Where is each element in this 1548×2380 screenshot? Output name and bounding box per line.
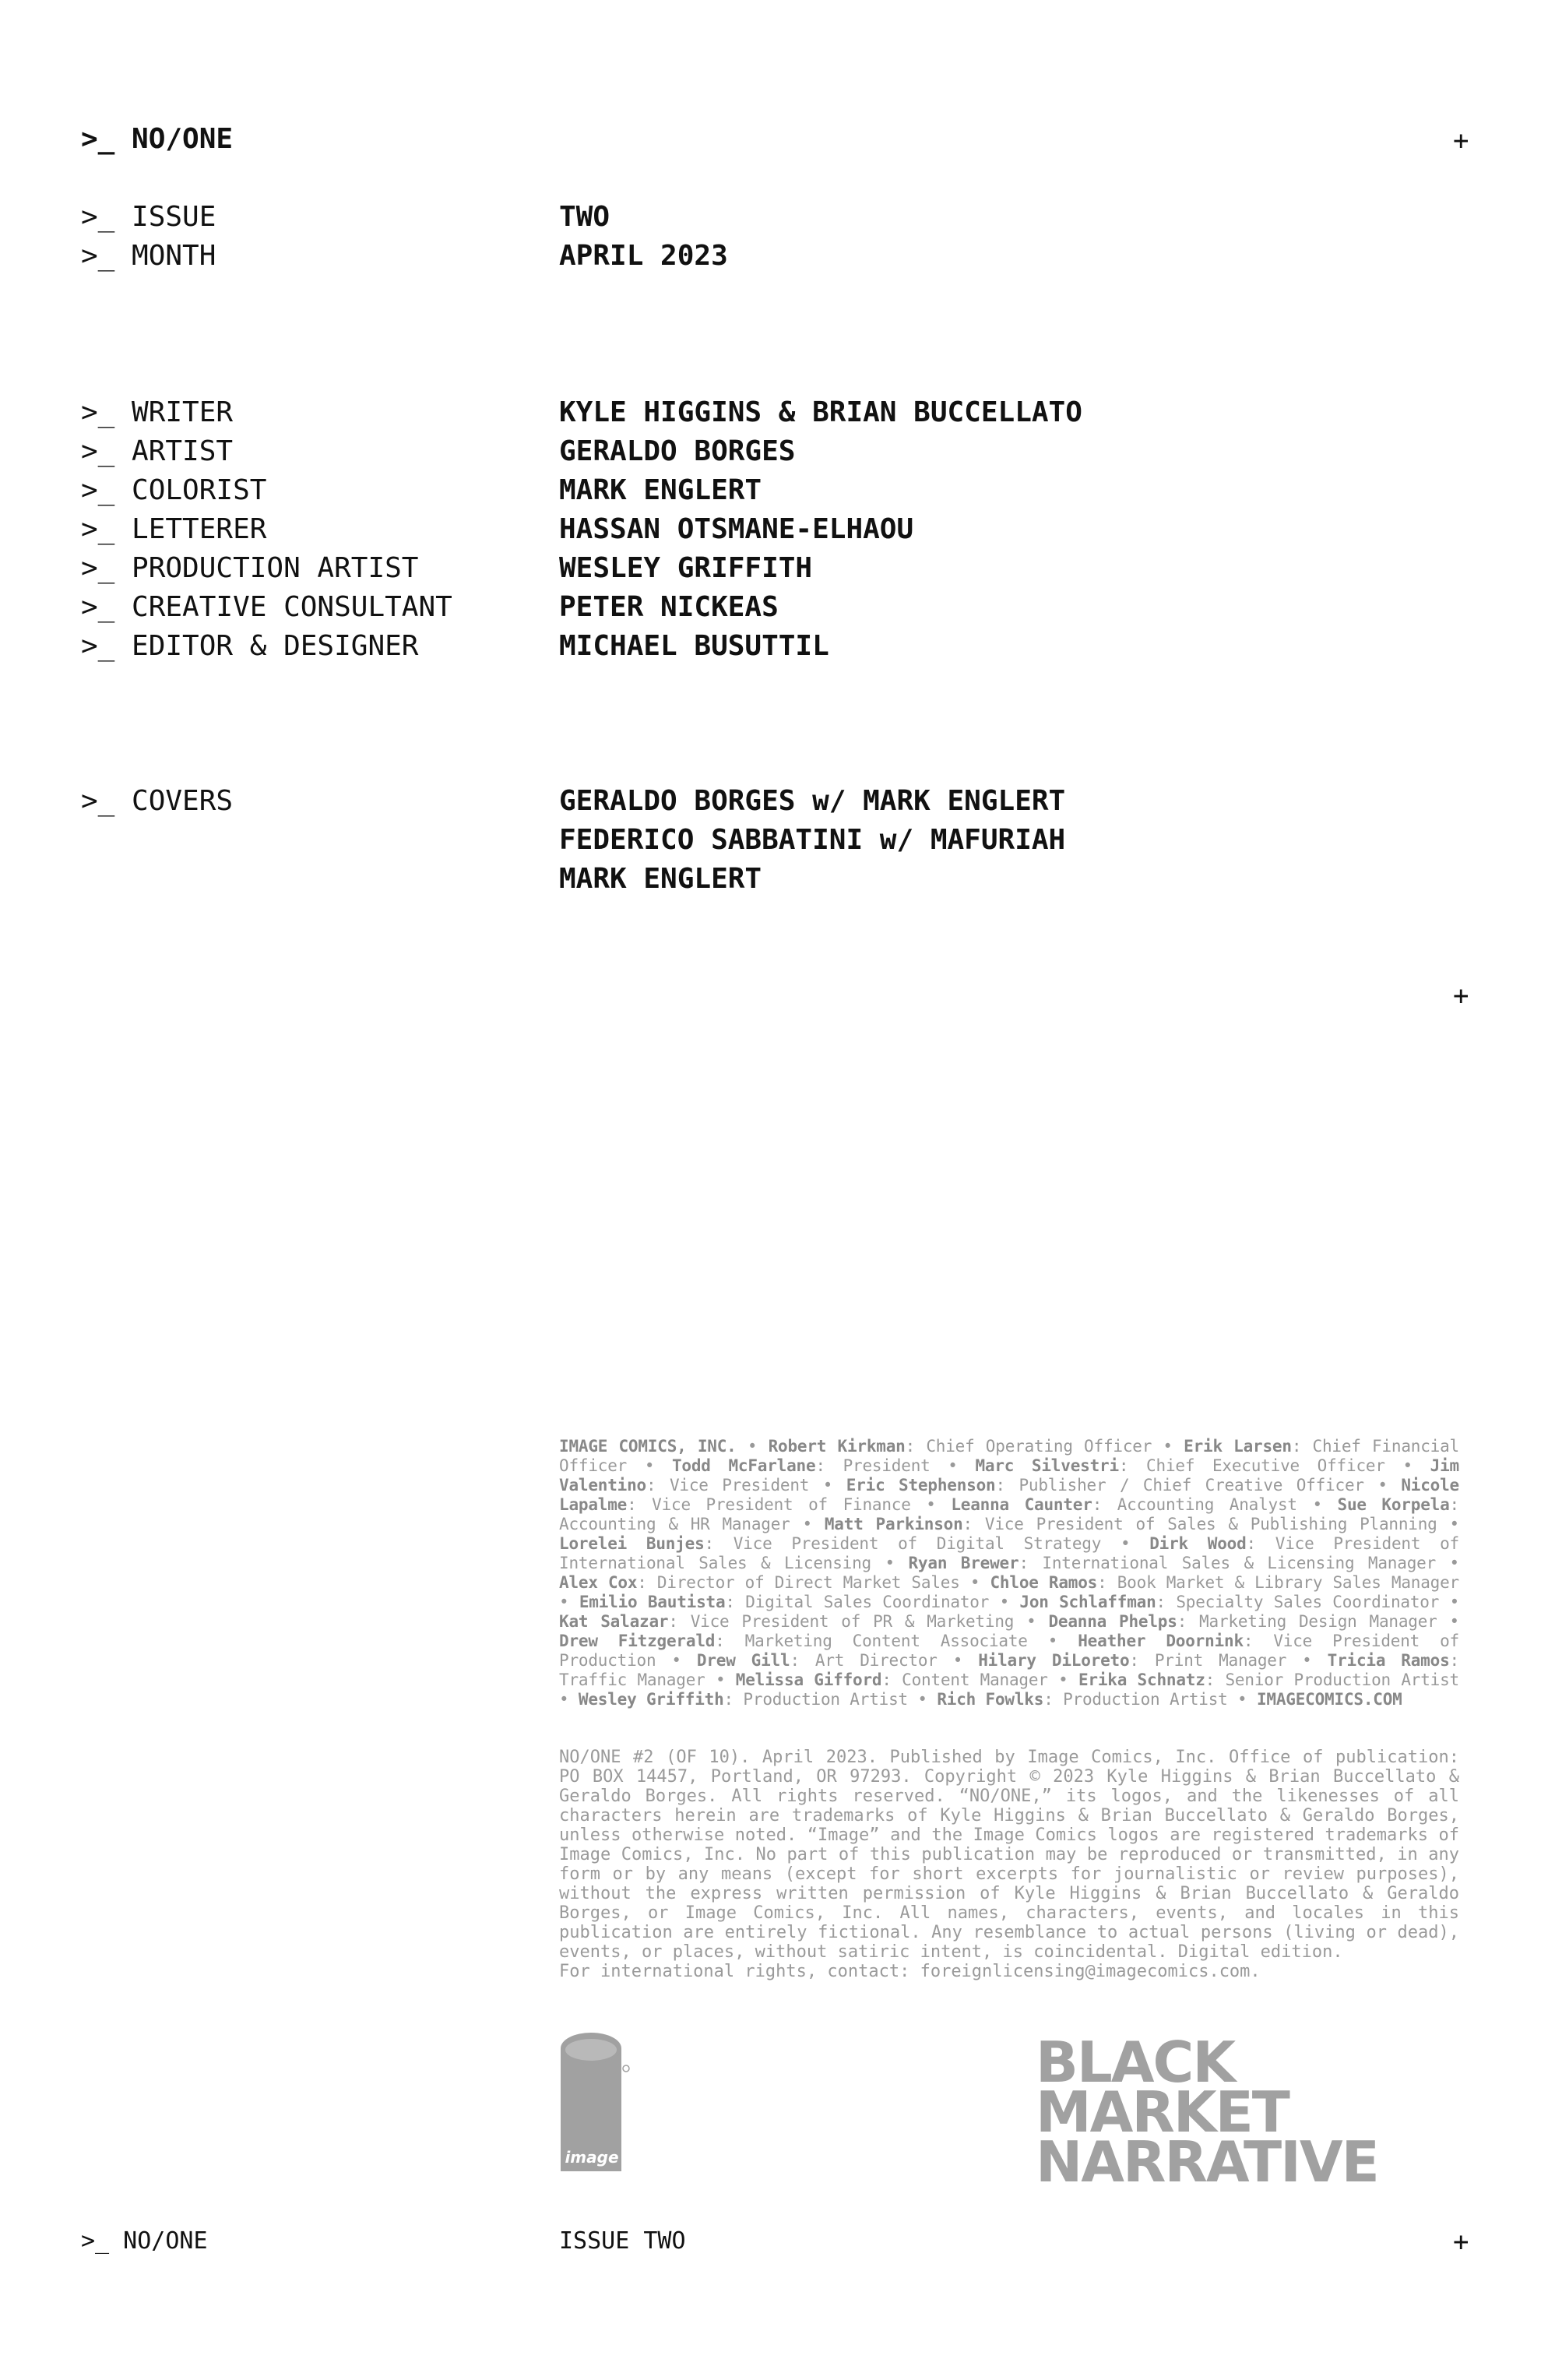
staff-name: Eric Stephenson bbox=[846, 1476, 996, 1495]
bullet-separator: • bbox=[937, 1651, 979, 1670]
staff-name: Drew Gill bbox=[696, 1651, 790, 1670]
staff-name: Robert Kirkman bbox=[768, 1437, 906, 1456]
bullet-separator: • bbox=[1436, 1554, 1459, 1572]
staff-name: Ryan Brewer bbox=[908, 1554, 1019, 1572]
bullet-separator: • bbox=[959, 1573, 990, 1592]
bullet-separator: • bbox=[1227, 1690, 1257, 1709]
staff-name: IMAGECOMICS.COM bbox=[1256, 1690, 1402, 1709]
staff-name: Lorelei Bunjes bbox=[559, 1534, 705, 1553]
staff-name: Deanna Phelps bbox=[1048, 1612, 1177, 1631]
legal-contact: For international rights, contact: foreignlicensing@imagecomics.com. bbox=[559, 1962, 1261, 1981]
black-market-narrative-logo bbox=[1036, 2030, 1378, 2195]
credit-label: >_ LETTERER bbox=[81, 513, 267, 545]
bullet-separator: • bbox=[1014, 1612, 1049, 1631]
staff-name: Jim Valentino bbox=[559, 1456, 1459, 1495]
bullet-separator: • bbox=[1437, 1612, 1459, 1631]
staff-name: Todd McFarlane bbox=[671, 1456, 816, 1475]
bullet-separator: • bbox=[809, 1476, 846, 1495]
staff-role: : Chief Financial Officer bbox=[559, 1437, 1459, 1475]
cover-credit: FEDERICO SABBATINI w/ MAFURIAH bbox=[559, 824, 1066, 856]
month-label: >_ MONTH bbox=[81, 240, 216, 272]
staff-role: : Vice President of Sales & Publishing Planning bbox=[962, 1515, 1437, 1533]
corner-plus-mid: + bbox=[1453, 981, 1469, 1012]
bullet-separator: • bbox=[1363, 1476, 1402, 1495]
staff-name: Dirk Wood bbox=[1149, 1534, 1247, 1553]
staff-role: : Specialty Sales Coordinator bbox=[1156, 1593, 1440, 1611]
staff-role: : Chief Executive Officer bbox=[1118, 1456, 1385, 1475]
staff-role: : Print Manager bbox=[1129, 1651, 1287, 1670]
staff-role: : Accounting Analyst bbox=[1092, 1495, 1297, 1514]
image-logo-text: image bbox=[565, 2148, 619, 2167]
staff-name: Heather Doornink bbox=[1078, 1632, 1244, 1650]
credit-value: HASSAN OTSMANE-ELHAOU bbox=[559, 513, 914, 545]
credit-label: >_ PRODUCTION ARTIST bbox=[81, 552, 419, 584]
bullet-separator: • bbox=[1101, 1534, 1150, 1553]
staff-name: Kat Salazar bbox=[559, 1612, 669, 1631]
staff-name: Alex Cox bbox=[559, 1573, 638, 1592]
staff-name: Leanna Caunter bbox=[951, 1495, 1092, 1514]
credits-values bbox=[559, 393, 1082, 666]
bullet-separator: • bbox=[1439, 1593, 1460, 1611]
bmn-line: BLACK bbox=[1036, 2030, 1235, 2095]
page-title: >_ NO/ONE bbox=[81, 123, 234, 155]
staff-role: : Vice President of PR & Marketing bbox=[668, 1612, 1015, 1631]
staff-role: : Production Artist bbox=[1043, 1690, 1228, 1709]
staff-role: : President bbox=[815, 1456, 931, 1475]
credit-value: GERALDO BORGES bbox=[559, 435, 796, 467]
credit-label: >_ COLORIST bbox=[81, 474, 267, 506]
bullet-separator: • bbox=[559, 1690, 579, 1709]
bullet-separator: • bbox=[736, 1437, 769, 1456]
staff-role: : Vice President of Production bbox=[559, 1632, 1459, 1670]
staff-name: Erika Schnatz bbox=[1078, 1671, 1205, 1689]
staff-name: Chloe Ramos bbox=[990, 1573, 1098, 1592]
bullet-separator: • bbox=[910, 1495, 952, 1514]
staff-name: Marc Silvestri bbox=[975, 1456, 1119, 1475]
staff-role: : Production Artist bbox=[723, 1690, 908, 1709]
footer-issue: ISSUE TWO bbox=[559, 2227, 686, 2255]
staff-name: Melissa Gifford bbox=[735, 1671, 882, 1689]
month-value: APRIL 2023 bbox=[559, 240, 728, 272]
bullet-separator: • bbox=[790, 1515, 825, 1533]
staff-name: Tricia Ramos bbox=[1327, 1651, 1450, 1670]
corner-plus-top: + bbox=[1453, 125, 1469, 157]
issue-info-values bbox=[559, 198, 728, 276]
credit-label: >_ ARTIST bbox=[81, 435, 234, 467]
staff-role: : Art Director bbox=[790, 1651, 938, 1670]
covers-values bbox=[559, 782, 1065, 899]
credit-value: MARK ENGLERT bbox=[559, 474, 762, 506]
staff-role: : Vice President of International Sales & Licensing bbox=[559, 1534, 1459, 1572]
credit-label: >_ EDITOR & DESIGNER bbox=[81, 630, 419, 662]
bullet-separator: • bbox=[930, 1456, 976, 1475]
staff-role: : Vice President bbox=[646, 1476, 810, 1495]
cover-credit: GERALDO BORGES w/ MARK ENGLERT bbox=[559, 785, 1066, 817]
credit-value: KYLE HIGGINS & BRIAN BUCCELLATO bbox=[559, 396, 1082, 428]
covers-label: >_ COVERS bbox=[81, 785, 234, 817]
bullet-separator: • bbox=[907, 1690, 938, 1709]
staff-name: IMAGE COMICS, INC. bbox=[559, 1437, 737, 1456]
staff-role: : Digital Sales Coordinator bbox=[725, 1593, 990, 1611]
bullet-separator: • bbox=[1437, 1515, 1459, 1533]
bmn-line: MARKET bbox=[1036, 2079, 1289, 2145]
footer-title: >_ NO/ONE bbox=[81, 2227, 208, 2255]
staff-role: : Book Market & Library Sales Manager bbox=[1097, 1573, 1459, 1592]
staff-role: : Senior Production Artist bbox=[1205, 1671, 1459, 1689]
staff-name: Emilio Bautista bbox=[579, 1593, 726, 1611]
staff-name: Matt Parkinson bbox=[824, 1515, 963, 1533]
bullet-separator: • bbox=[871, 1554, 909, 1572]
credit-value: MICHAEL BUSUTTIL bbox=[559, 630, 829, 662]
staff-name: Sue Korpela bbox=[1337, 1495, 1450, 1514]
bullet-separator: • bbox=[1027, 1632, 1078, 1650]
credits-labels bbox=[81, 393, 452, 666]
bmn-line: NARRATIVE bbox=[1036, 2129, 1378, 2195]
staff-indicia bbox=[559, 1437, 1459, 1709]
legal-text: NO/ONE #2 (OF 10). April 2023. Published by Image Comics, Inc. Office of publication: PO BOX 14457, Portland, OR 97293. Copyright © 2023 Kyle Higgins & Brian Buccellato & Geraldo Borges. All rights reserved. “NO/ONE,” its logos, and the likenesses of all characters herein are trademarks of Kyle Higgins & Brian Buccellato & Geraldo Borges, unless otherwise noted. “Image” and the Image Comics logos are registered trademarks of Image Comics, Inc. No part of this publication may be reproduced or transmitted, in any form or by any means (except for short excerpts for journalistic or review purposes), without the express written permission of Kyle Higgins & Brian Buccellato & Geraldo Borges, or Image Comics, Inc. All names, characters, events, and locales in this publication are entirely fictional. Any resemblance to actual persons (living or dead), events, or places, without satiric intent, is coincidental. Digital edition. bbox=[559, 1748, 1459, 1962]
staff-name: Rich Fowlks bbox=[937, 1690, 1044, 1709]
staff-name: Nicole Lapalme bbox=[559, 1476, 1459, 1514]
issue-label: >_ ISSUE bbox=[81, 201, 216, 233]
bullet-separator: • bbox=[989, 1593, 1020, 1611]
credit-label: >_ CREATIVE CONSULTANT bbox=[81, 591, 452, 623]
bullet-separator: • bbox=[705, 1671, 736, 1689]
staff-name: Jon Schlaffman bbox=[1019, 1593, 1156, 1611]
staff-role: : Vice President of Finance bbox=[627, 1495, 911, 1514]
issue-info-labels bbox=[81, 198, 216, 276]
bullet-separator: • bbox=[627, 1456, 672, 1475]
bullet-separator: • bbox=[656, 1651, 697, 1670]
corner-plus-bottom: + bbox=[1453, 2227, 1469, 2258]
staff-role: : Accounting & HR Manager bbox=[559, 1495, 1459, 1533]
credit-label: >_ WRITER bbox=[81, 396, 234, 428]
bullet-separator: • bbox=[1296, 1495, 1338, 1514]
legal-indicia bbox=[559, 1748, 1459, 1981]
staff-role: : Chief Operating Officer bbox=[905, 1437, 1152, 1456]
bullet-separator: • bbox=[1047, 1671, 1078, 1689]
cover-credit: MARK ENGLERT bbox=[559, 863, 762, 895]
staff-name: Hilary DiLoreto bbox=[978, 1651, 1130, 1670]
staff-role: : Marketing Design Manager bbox=[1177, 1612, 1437, 1631]
staff-role: : Content Manager bbox=[881, 1671, 1048, 1689]
staff-role: : Director of Direct Market Sales bbox=[637, 1573, 960, 1592]
staff-role: : Marketing Content Associate bbox=[715, 1632, 1028, 1650]
image-comics-logo bbox=[559, 2031, 629, 2171]
bullet-separator: • bbox=[1384, 1456, 1430, 1475]
staff-name: Erik Larsen bbox=[1184, 1437, 1292, 1456]
staff-role: : Vice President of Digital Strategy bbox=[704, 1534, 1102, 1553]
staff-name: Wesley Griffith bbox=[578, 1690, 724, 1709]
bullet-separator: • bbox=[559, 1593, 579, 1611]
staff-role: : International Sales & Licensing Manager bbox=[1019, 1554, 1437, 1572]
credit-value: WESLEY GRIFFITH bbox=[559, 552, 813, 584]
issue-value: TWO bbox=[559, 201, 610, 233]
staff-role: : Publisher / Chief Creative Officer bbox=[995, 1476, 1364, 1495]
credit-value: PETER NICKEAS bbox=[559, 591, 779, 623]
staff-name: Drew Fitzgerald bbox=[559, 1632, 716, 1650]
bullet-separator: • bbox=[1286, 1651, 1328, 1670]
staff-role: : Traffic Manager bbox=[559, 1651, 1459, 1689]
bullet-separator: • bbox=[1152, 1437, 1184, 1456]
